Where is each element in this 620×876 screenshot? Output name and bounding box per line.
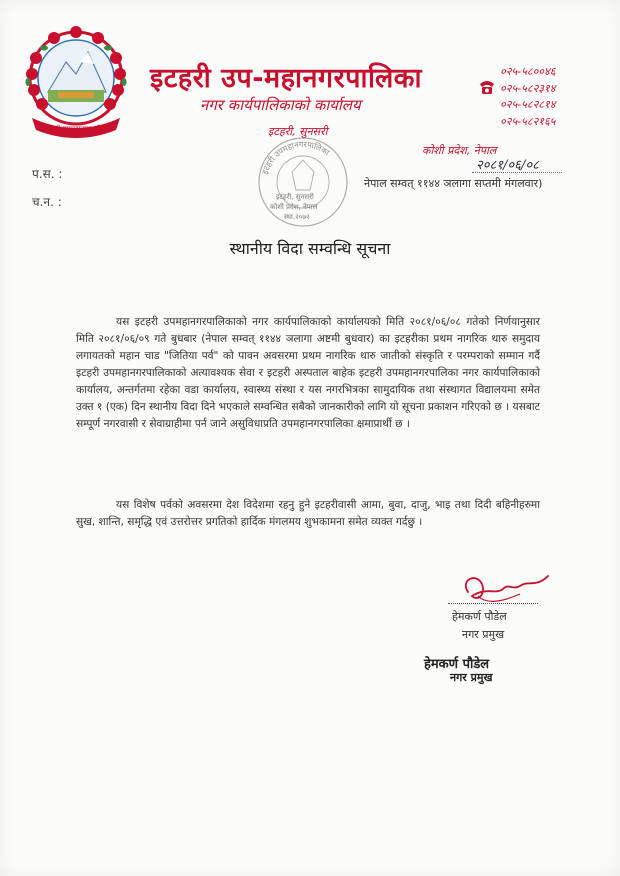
emblem-caption: इटहरी उपमहानगरपालिका: [45, 125, 111, 133]
phone-numbers: [500, 64, 610, 130]
date-underline: [472, 172, 562, 173]
seal-line-2: कोशी प्रदेश, नेपाल: [270, 203, 318, 211]
paragraph-text: यस विशेष पर्वको अवसरमा देश विदेशमा रहनु हुने इटहरीवासी आमा, बुवा, दाजु, भाइ तथा दिदी बहिनीहरुमा सुख, शान्ति, समृद्धि एवं उत्तरोत्तर प्रगतिको हार्दिक मंगलमय शुभकामना समेत व्यक्त गर्दछु ।: [76, 499, 540, 528]
signatory-name: हेमकर्ण पौडेल: [452, 610, 507, 623]
seal-line-3: स्था.२०७२: [284, 213, 310, 221]
municipality-emblem: [18, 22, 134, 142]
svg-text:इटहरी उपमहानगरपालिका: [260, 140, 331, 176]
notice-title: स्थानीय विदा सम्वन्धि सूचना: [229, 239, 391, 258]
notice-paragraph-1: [76, 314, 540, 433]
province-label: कोशी प्रदेश, नेपाल: [422, 144, 497, 157]
reference-number-label: प.स. :: [32, 167, 63, 181]
handwritten-date: २०८१/०६/०८: [476, 158, 539, 173]
signatory-designation: नगर प्रमुख: [462, 628, 505, 641]
phone-number: ०२५-५८२१६५: [500, 114, 556, 128]
signatory-designation-stamp: नगर प्रमुख: [450, 671, 493, 684]
signatory-name-stamp: हेमकर्ण पौडेल: [424, 657, 490, 672]
seal-outer-text: इटहरी उपमहानगरपालिका: [260, 139, 332, 176]
signature-line: [448, 603, 538, 604]
office-subtitle: नगर कार्यपालिकाको कार्यालय: [200, 96, 361, 114]
paragraph-text: यस इटहरी उपमहानगरपालिकाको नगर कार्यपालिकाको कार्यालयको मिति २०८१/०६/०८ गतेको निर्णयानुसार मिति २०८१/०६/०९ गते बुधबार (नेपाल सम्वत् ११४४ ञलागा अष्टमी बुधवार) का इटहरीका प्रथम नागरिक थारु समुदाय लगायतको महान चाड "जितिया पर्व" को पावन अवसरमा प्रथम नागरिक थारु जातीको संस्कृति र परम्पराको सम्मान गर्दै इटहरी उपमहानगरपालिकाको अत्यावश्यक सेवा र इटहरी अस्पताल बाहेक इटहरी उपमहानगरपालिका नगर कार्यपालिकाको कार्यालय, अन्तर्गतमा रहेका वडा कार्यालय, स्वास्थ्य संस्था र यस नगरभित्रका सामुदायिक तथा संस्थागत विद्यालयमा समेत उक्त १ (एक) दिन स्थानीय विदा दिने भएकाले सम्वन्धित सबैको जानकारीको लागि यो सूचना प्रकाशन गरिएको छ । यसबाट सम्पूर्ण नगरवासी र सेवाग्राहीमा पर्न जाने असुविधाप्रति उपमहानगरपालिका क्षमाप्रार्थी छ ।: [76, 316, 540, 430]
phone-number: ०२५-५८२३१४: [500, 81, 556, 95]
dispatch-number-label: च.न. :: [32, 195, 62, 209]
seal-line-1: इटहरी, सुनसरी: [276, 193, 314, 201]
office-name: इटहरी उप-महानगरपालिका: [150, 63, 423, 94]
notice-paragraph-2: [76, 497, 540, 531]
phone-icon: [476, 76, 498, 98]
phone-number: ०२५-५८२८१४: [500, 98, 556, 111]
nepal-sambat-date: नेपाल सम्वत् ११४४ ञलागा सप्तमी मंगलवार): [364, 177, 543, 190]
phone-number: ०२५-५८००४६: [500, 65, 556, 78]
office-location: इटहरी, सुनसरी: [268, 125, 328, 138]
